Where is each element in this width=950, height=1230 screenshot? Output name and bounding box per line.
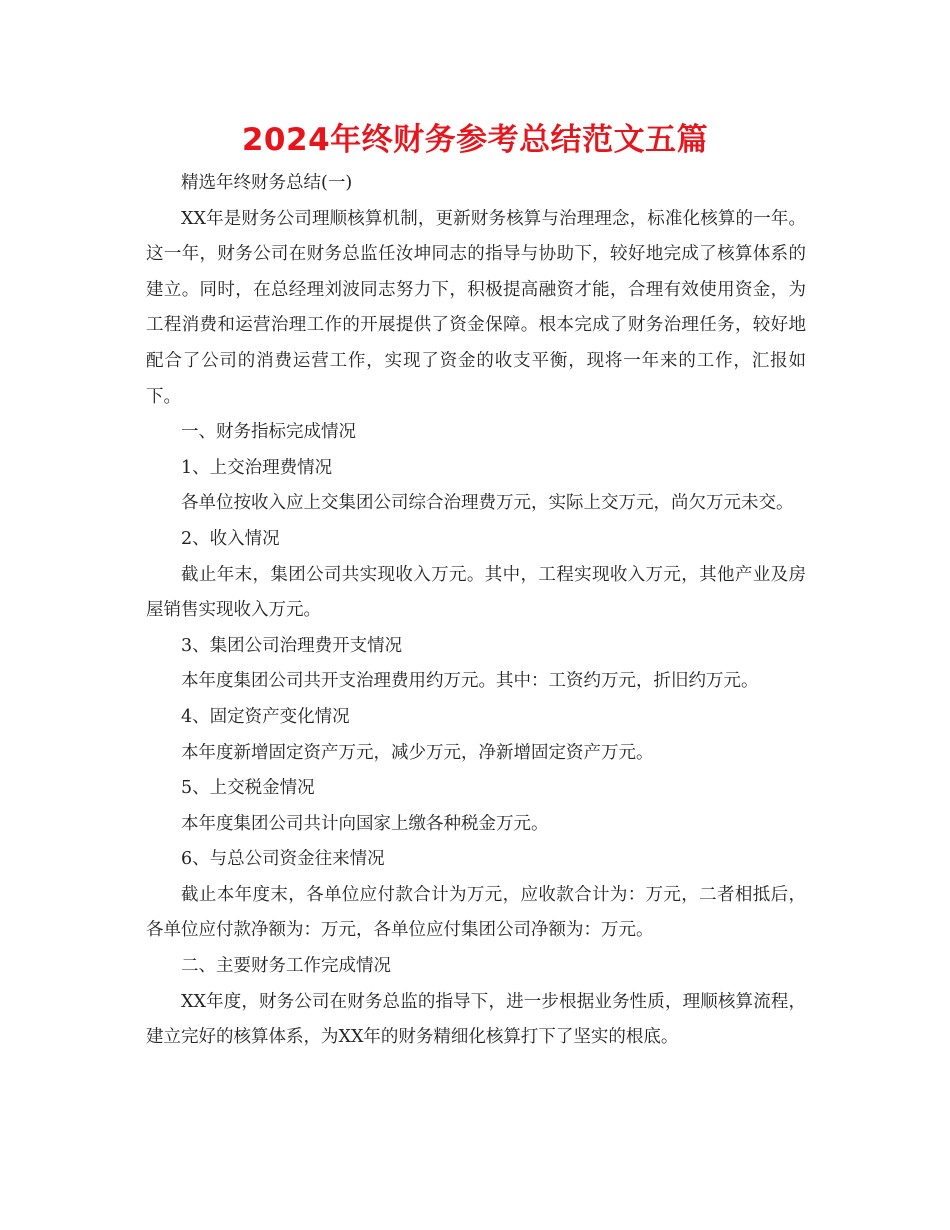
body-paragraph: 本年度集团公司共开支治理费用约万元。其中：工资约万元，折旧约万元。 bbox=[181, 671, 759, 692]
body-paragraph: 本年度新增固定资产万元，减少万元，净新增固定资产万元。 bbox=[181, 742, 654, 763]
document-body bbox=[146, 166, 806, 1056]
subsection-heading: 1、上交治理费情况 bbox=[181, 457, 333, 478]
document-title: 2024年终财务参考总结范文五篇 bbox=[241, 122, 709, 158]
subsection-heading: 6、与总公司资金往来情况 bbox=[181, 849, 385, 870]
subsection-heading: 5、上交税金情况 bbox=[181, 778, 315, 799]
subsection-heading: 3、集团公司治理费开支情况 bbox=[181, 635, 403, 656]
body-paragraph: 截止本年度末，各单位应付款合计为万元，应收款合计为：万元，二者相抵后，各单位应付款净额为：万元，各单位应付集团公司净额为：万元。 bbox=[146, 884, 806, 941]
body-paragraph: 本年度集团公司共计向国家上缴各种税金万元。 bbox=[181, 813, 549, 834]
body-paragraph: 各单位按收入应上交集团公司综合治理费万元，实际上交万元，尚欠万元未交。 bbox=[181, 493, 794, 514]
body-paragraph: 截止年末，集团公司共实现收入万元。其中，工程实现收入万元，其他产业及房屋销售实现收入万元。 bbox=[146, 564, 806, 621]
body-paragraph: XX年度，财务公司在财务总监的指导下，进一步根据业务性质，理顺核算流程，建立完好的核算体系，为XX年的财务精细化核算打下了坚实的根底。 bbox=[146, 991, 806, 1048]
subsection-heading: 2、收入情况 bbox=[181, 528, 280, 549]
section-heading: 精选年终财务总结(一) bbox=[181, 173, 353, 193]
section-heading: 一、财务指标完成情况 bbox=[181, 422, 356, 443]
body-paragraph: XX年是财务公司理顺核算机制，更新财务核算与治理理念，标准化核算的一年。这一年，财务公司在财务总监任汝坤同志的指导与协助下，较好地完成了核算体系的建立。同时，在总经理刘波同志努力下，积极提高融资才能，合理有效使用资金，为工程消费和运营治理工作的开展提供了资金保障。根本完成了财务治理任务，较好地配合了公司的消费运营工作，实现了资金的收支平衡，现将一年来的工作，汇报如下。 bbox=[146, 208, 806, 407]
section-heading: 二、主要财务工作完成情况 bbox=[181, 956, 391, 977]
subsection-heading: 4、固定资产变化情况 bbox=[181, 706, 350, 727]
